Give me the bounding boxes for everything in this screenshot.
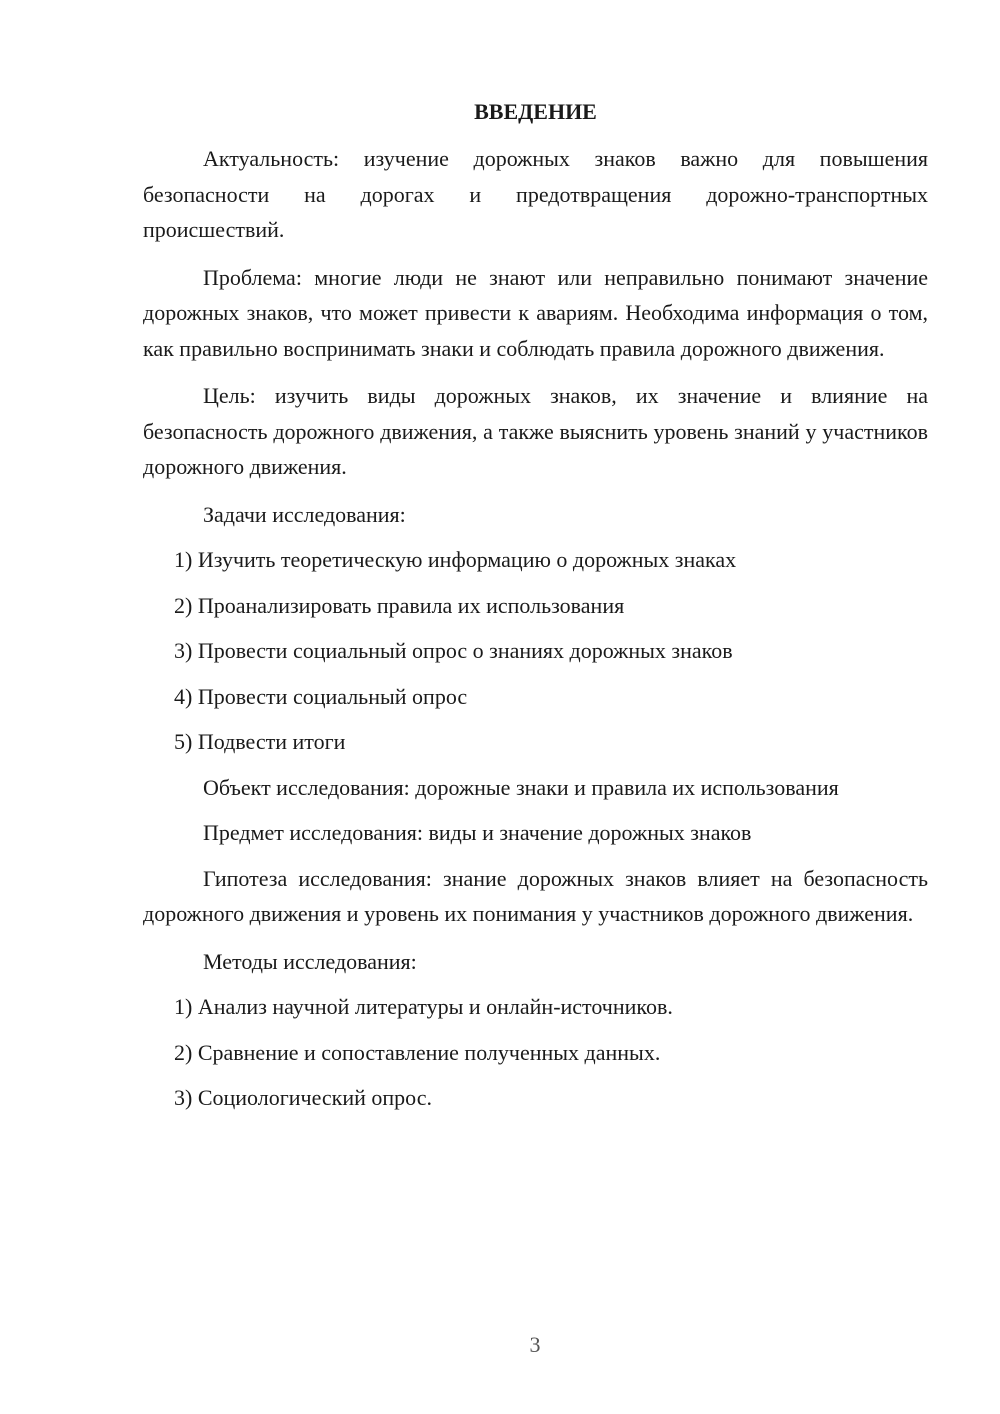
document-body bbox=[143, 94, 928, 1126]
list-item: 1) Изучить теоретическую информацию о дорожных знаках bbox=[174, 547, 737, 572]
goal-paragraph: Цель: изучить виды дорожных знаков, их значение и влияние на безопасность дорожного движения, а также выяснить уровень знаний у участников дорожного движения. bbox=[143, 383, 928, 479]
relevance-paragraph: Актуальность: изучение дорожных знаков важно для повышения безопасности на дорогах и предотвращения дорожно-транспортных происшествий. bbox=[143, 146, 928, 242]
list-item: 3) Социологический опрос. bbox=[174, 1085, 432, 1110]
list-item: 1) Анализ научной литературы и онлайн-источников. bbox=[174, 994, 673, 1019]
problem-paragraph: Проблема: многие люди не знают или неправильно понимают значение дорожных знаков, что может привести к авариям. Необходима информация о том, как правильно воспринимать знаки и соблюдать правила дорожного движения. bbox=[143, 264, 928, 361]
page-title: ВВЕДЕНИЕ bbox=[474, 99, 597, 124]
tasks-heading: Задачи исследования: bbox=[203, 501, 406, 527]
list-item: 2) Проанализировать правила их использования bbox=[174, 592, 625, 618]
list-item: 2) Сравнение и сопоставление полученных данных. bbox=[174, 1039, 661, 1065]
page-number: 3 bbox=[529, 1332, 541, 1357]
object-paragraph: Объект исследования: дорожные знаки и правила их использования bbox=[203, 774, 839, 800]
list-item: 5) Подвести итоги bbox=[174, 729, 346, 754]
tasks-list bbox=[143, 542, 928, 760]
hypothesis-paragraph: Гипотеза исследования: знание дорожных знаков влияет на безопасность дорожного движения и уровень их понимания у участников дорожного движения. bbox=[143, 865, 928, 926]
list-item: 4) Провести социальный опрос bbox=[174, 683, 468, 709]
subject-paragraph: Предмет исследования: виды и значение дорожных знаков bbox=[203, 820, 752, 845]
methods-heading: Методы исследования: bbox=[203, 948, 417, 974]
list-item: 3) Провести социальный опрос о знаниях дорожных знаков bbox=[174, 638, 733, 663]
methods-list bbox=[143, 989, 928, 1116]
